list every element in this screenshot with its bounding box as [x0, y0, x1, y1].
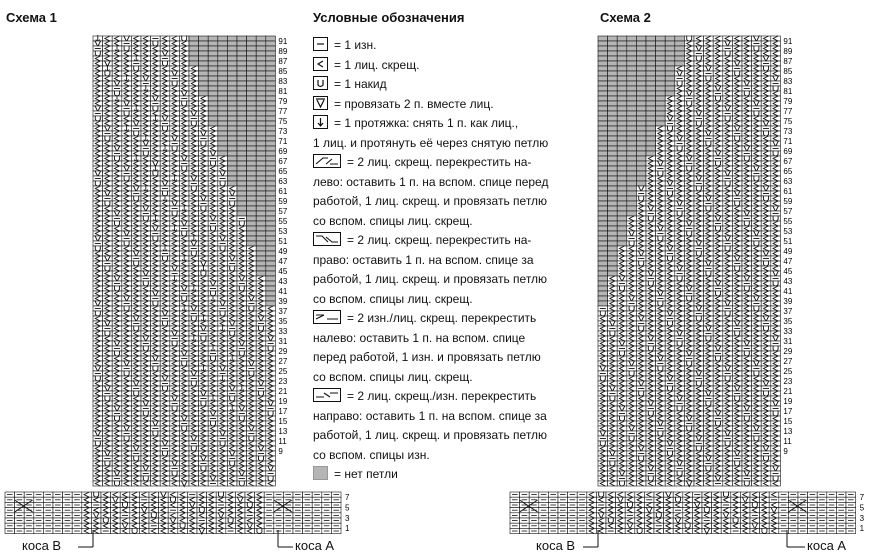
row-number: 81 [278, 87, 288, 96]
scheme-1-label-kosa-a: коса А [295, 538, 335, 553]
row-number: 77 [783, 107, 793, 116]
row-number: 87 [783, 57, 793, 66]
row-number: 53 [278, 227, 288, 236]
row-number: 87 [278, 57, 288, 66]
row-number: 69 [783, 147, 793, 156]
row-number: 71 [278, 137, 288, 146]
legend-row [313, 173, 603, 193]
legend [313, 36, 603, 485]
row-number: 47 [783, 257, 793, 266]
row-number: 41 [278, 287, 288, 296]
scheme-2-base-grid [510, 492, 865, 534]
row-number: 33 [278, 327, 288, 336]
legend-text: право: оставить 1 п. на вспом. спице за [313, 252, 534, 267]
row-number: 77 [278, 107, 288, 116]
row-number: 57 [278, 207, 288, 216]
row-number: 7 [859, 493, 865, 502]
legend-text: со вспом. спицы лиц. скрещ. [313, 213, 473, 228]
row-number: 63 [278, 177, 288, 186]
row-number: 21 [783, 387, 793, 396]
purl-symbol [313, 37, 328, 51]
row-number: 13 [278, 427, 288, 436]
row-number: 43 [278, 277, 288, 286]
row-number: 55 [278, 217, 288, 226]
row-number: 1 [859, 524, 865, 534]
row-number: 49 [783, 247, 793, 256]
row-number: 45 [783, 267, 793, 276]
scheme-1-base-grid [5, 492, 350, 534]
cross-right-symbol [313, 232, 341, 246]
row-number: 63 [783, 177, 793, 186]
row-number: 39 [278, 297, 288, 306]
legend-row [313, 290, 603, 310]
legend-row [313, 368, 603, 388]
purl-knit-left-symbol [313, 310, 341, 324]
row-number: 17 [783, 407, 793, 416]
legend-text: = 2 изн./лиц. скрещ. перекрестить [347, 311, 537, 325]
row-number: 71 [783, 137, 793, 146]
legend-row [313, 75, 603, 95]
row-number: 59 [783, 197, 793, 206]
row-number: 67 [783, 157, 793, 166]
row-number: 39 [783, 297, 793, 306]
row-number: 35 [783, 317, 793, 326]
row-number: 11 [783, 437, 792, 446]
row-number: 65 [783, 167, 793, 176]
k2tog-symbol [313, 96, 328, 110]
row-number: 19 [278, 397, 288, 406]
row-number: 27 [278, 357, 288, 366]
legend-row [313, 153, 603, 173]
legend-row [313, 212, 603, 232]
legend-row [313, 329, 603, 349]
row-number: 91 [278, 37, 288, 46]
scheme-1-main-grid [93, 35, 288, 487]
knit-purl-right-symbol [313, 388, 341, 402]
legend-text: = нет петли [334, 467, 398, 481]
row-number: 19 [783, 397, 793, 406]
scheme-2-main-grid [598, 36, 793, 487]
row-number: 51 [278, 237, 288, 246]
row-number: 81 [783, 87, 793, 96]
legend-text: лево: оставить 1 п. на вспом. спице перед [313, 174, 549, 189]
legend-text: = 1 лиц. скрещ. [334, 57, 420, 72]
legend-text: работой, 1 лиц. скрещ. и провязать петлю [313, 428, 548, 442]
row-number: 73 [783, 127, 793, 136]
row-number: 23 [783, 377, 793, 386]
row-number: 29 [278, 347, 288, 356]
row-number: 35 [278, 317, 288, 326]
scheme-1-title: Схема 1 [6, 10, 57, 25]
row-number: 1 [345, 524, 350, 534]
scheme-1-label-kosa-b: коса В [22, 538, 62, 553]
legend-text: со вспом. спицы изн. [313, 447, 430, 462]
row-number: 67 [278, 157, 288, 166]
legend-text: = 2 лиц. скрещ. перекрестить на- [347, 155, 532, 169]
legend-text: = провязать 2 п. вместе лиц. [334, 96, 494, 111]
scheme-2-label-kosa-b: коса В [536, 538, 576, 553]
legend-row [313, 426, 603, 446]
legend-row [313, 465, 603, 485]
legend-row [313, 36, 603, 56]
scheme-2-title: Схема 2 [600, 10, 651, 25]
row-number: 3 [859, 513, 865, 523]
legend-row [313, 56, 603, 76]
knit-tbl-symbol [313, 57, 328, 71]
skpo-symbol [313, 115, 328, 129]
legend-row [313, 231, 603, 251]
legend-row [313, 309, 603, 329]
legend-text: работой, 1 лиц. скрещ. и провязать петлю [313, 272, 548, 286]
legend-text: = 2 лиц. скрещ. перекрестить на- [347, 233, 532, 247]
legend-title: Условные обозначения [313, 10, 465, 25]
row-number: 91 [783, 37, 793, 46]
legend-text: = 2 лиц. скрещ./изн. перекрестить [347, 389, 537, 403]
row-number: 75 [783, 117, 793, 126]
row-number: 43 [783, 277, 793, 286]
row-number: 11 [278, 437, 287, 446]
scheme-2-label-kosa-a: коса А [807, 538, 847, 553]
row-number: 79 [783, 97, 793, 106]
legend-row [313, 251, 603, 271]
row-number: 61 [278, 187, 288, 196]
row-number: 47 [278, 257, 288, 266]
row-number: 75 [278, 117, 288, 126]
row-number: 3 [345, 513, 350, 523]
row-number: 89 [783, 47, 793, 56]
legend-row [313, 192, 603, 212]
legend-row [313, 95, 603, 115]
row-number: 9 [783, 447, 788, 456]
row-number: 15 [783, 417, 793, 426]
row-number: 41 [783, 287, 793, 296]
legend-text: налево: оставить 1 п. на вспом. спице [313, 330, 526, 345]
legend-text: со вспом. спицы лиц. скрещ. [313, 369, 473, 384]
row-number: 31 [278, 337, 288, 346]
row-number: 15 [278, 417, 288, 426]
row-number: 89 [278, 47, 288, 56]
legend-text: перед работой, 1 изн. и провязать петлю [313, 350, 541, 364]
legend-text: = 1 протяжка: снять 1 п. как лиц., [334, 116, 519, 130]
row-number: 79 [278, 97, 288, 106]
legend-row [313, 446, 603, 466]
row-number: 55 [783, 217, 793, 226]
row-number: 37 [783, 307, 793, 316]
legend-text: работой, 1 лиц. скрещ. и провязать петлю [313, 194, 548, 208]
no-stitch-symbol [313, 466, 328, 480]
row-number: 13 [783, 427, 793, 436]
row-number: 61 [783, 187, 793, 196]
row-number: 25 [783, 367, 793, 376]
row-number: 69 [278, 147, 288, 156]
cross-left-symbol [313, 154, 341, 168]
row-number: 21 [278, 387, 288, 396]
row-number: 73 [278, 127, 288, 136]
legend-text: 1 лиц. и протянуть её через снятую петлю [313, 135, 549, 150]
legend-text: направо: оставить 1 п. на вспом. спице за [313, 408, 547, 423]
row-number: 57 [783, 207, 793, 216]
row-number: 83 [783, 77, 793, 86]
row-number: 17 [278, 407, 288, 416]
row-number: 51 [783, 237, 793, 246]
row-number: 45 [278, 267, 288, 276]
row-number: 59 [278, 197, 288, 206]
legend-row [313, 134, 603, 154]
legend-text: со вспом. спицы лиц. скрещ. [313, 291, 473, 306]
legend-text: = 1 накид [334, 77, 387, 91]
legend-row [313, 114, 603, 134]
row-number: 85 [278, 67, 288, 76]
row-number: 25 [278, 367, 288, 376]
row-number: 65 [278, 167, 288, 176]
row-number: 23 [278, 377, 288, 386]
row-number: 7 [345, 493, 350, 502]
row-number: 29 [783, 347, 793, 356]
row-number: 31 [783, 337, 793, 346]
legend-row [313, 348, 603, 368]
yarn-over-symbol [313, 76, 328, 90]
row-number: 9 [278, 447, 283, 456]
row-number: 27 [783, 357, 793, 366]
row-number: 53 [783, 227, 793, 236]
legend-text: = 1 изн. [334, 38, 377, 52]
row-number: 37 [278, 307, 288, 316]
row-number: 49 [278, 247, 288, 256]
row-number: 5 [859, 503, 865, 513]
legend-row [313, 387, 603, 407]
legend-row [313, 407, 603, 427]
row-number: 5 [345, 503, 350, 513]
legend-row [313, 270, 603, 290]
row-number: 83 [278, 77, 288, 86]
row-number: 85 [783, 67, 793, 76]
row-number: 33 [783, 327, 793, 336]
